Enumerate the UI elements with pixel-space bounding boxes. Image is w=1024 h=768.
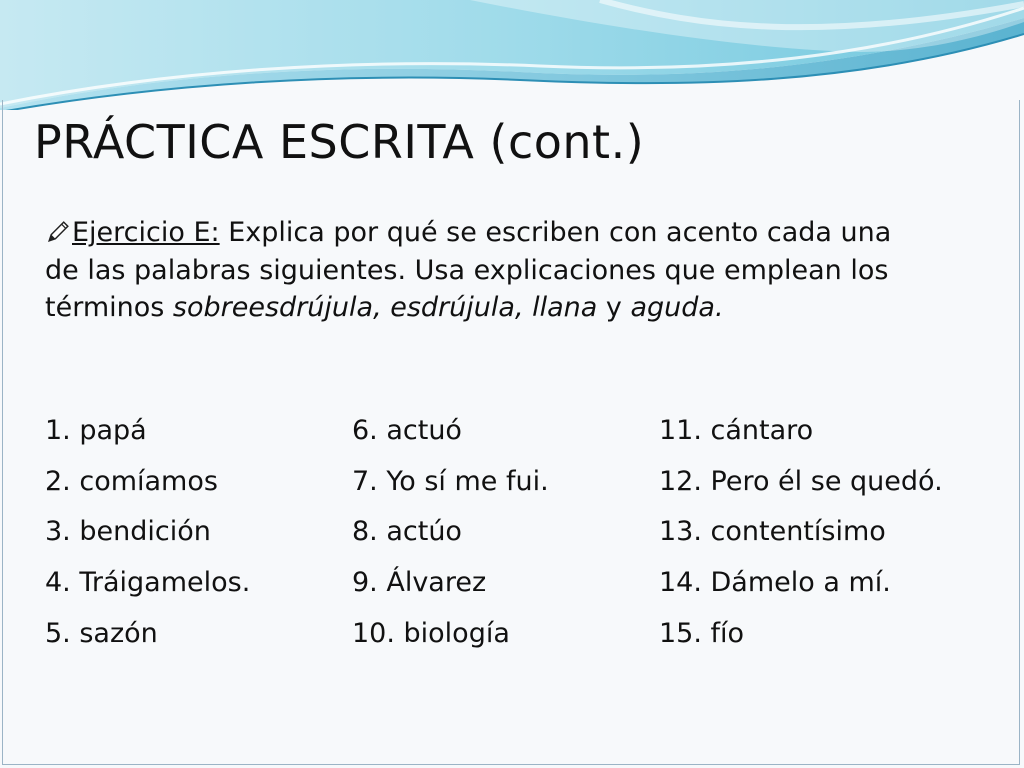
exercise-instructions <box>45 214 915 327</box>
word-column-1 <box>45 413 250 666</box>
word-item: 7. Yo sí me fui. <box>352 465 549 497</box>
word-item: 2. comíamos <box>45 465 218 497</box>
pencil-icon <box>45 218 72 245</box>
word-item: 3. bendición <box>45 516 211 548</box>
word-item: 14. Dámelo a mí. <box>659 567 891 599</box>
word-item: 4. Tráigamelos. <box>45 567 251 599</box>
word-item: 13. contentísimo <box>659 516 886 548</box>
term-sobreesdrujula: sobreesdrújula <box>172 292 374 323</box>
word-item: 9. Álvarez <box>352 567 487 599</box>
word-item: 5. sazón <box>45 617 158 649</box>
word-item: 8. actúo <box>352 516 462 548</box>
word-item: 11. cántaro <box>659 415 814 446</box>
word-list <box>45 413 1005 673</box>
instruction-conjunction: y <box>597 292 631 323</box>
slide-title: PRÁCTICA ESCRITA (cont.) <box>34 115 645 169</box>
word-column-3 <box>659 413 943 666</box>
header-wave-decoration <box>0 0 1024 110</box>
word-item: 12. Pero él se quedó. <box>659 465 943 497</box>
word-item: 10. biología <box>352 617 510 649</box>
term-separator: , <box>373 292 391 323</box>
term-aguda: aguda. <box>630 292 724 323</box>
exercise-label: Ejercicio E: <box>72 217 220 248</box>
word-item: 6. actuó <box>352 415 462 446</box>
word-item: 1. papá <box>45 415 147 446</box>
term-llana: llana <box>532 292 598 323</box>
instruction-text: Explica por qué se escriben con acento cada una de las palabras siguientes. Usa explicaciones que emplean los términos <box>45 217 892 323</box>
word-column-2 <box>352 413 549 666</box>
term-separator: , <box>514 292 533 323</box>
term-esdrujula: esdrújula <box>390 292 515 323</box>
word-item: 15. fío <box>659 617 745 649</box>
